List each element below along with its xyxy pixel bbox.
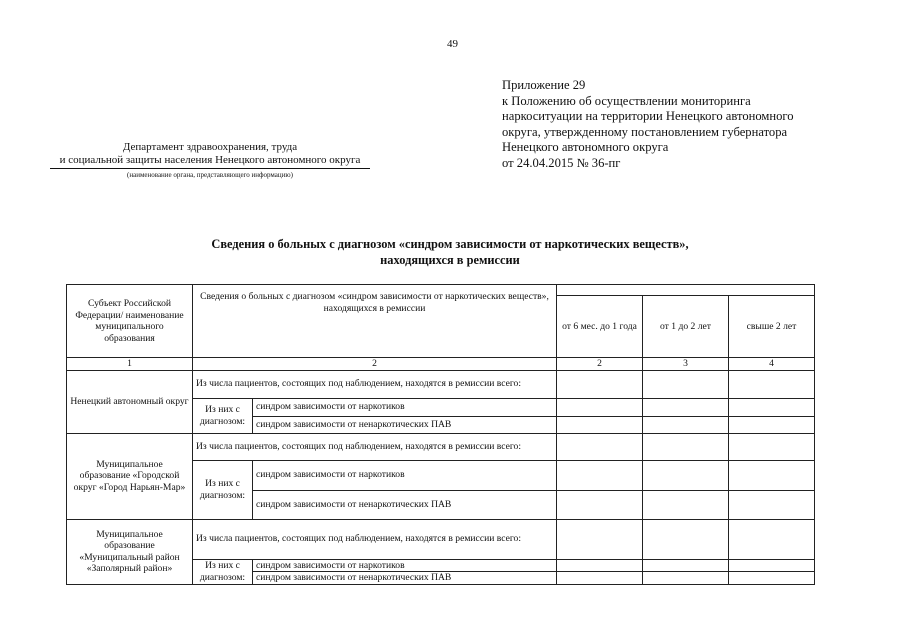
department-name-line1: Департамент здравоохранения, труда xyxy=(122,141,298,153)
table-row xyxy=(67,519,815,559)
total-label: Из числа пациентов, состоящих под наблюдением, находятся в ремиссии всего: xyxy=(193,519,557,559)
column-number: 3 xyxy=(643,358,729,371)
diagnosis-non-narcotic: синдром зависимости от ненаркотических ПАВ xyxy=(253,572,557,585)
group-name: Муниципальное образование «Городской округ «Город Нарьян-Мар» xyxy=(67,433,193,519)
column-numbers-row xyxy=(67,358,815,371)
value-cell xyxy=(729,370,815,398)
of-them-label: Из них с диагнозом: xyxy=(193,559,253,584)
annex-line: Ненецкого автономного округа xyxy=(502,140,669,155)
value-cell xyxy=(557,519,643,559)
value-cell xyxy=(557,572,643,585)
of-them-label: Из них с диагнозом: xyxy=(193,460,253,519)
remission-table xyxy=(66,284,815,585)
diagnosis-narcotics: синдром зависимости от наркотиков xyxy=(253,559,557,572)
value-cell xyxy=(643,519,729,559)
department-caption: (наименование органа, представляющего информацию) xyxy=(127,171,293,179)
value-cell xyxy=(557,559,643,572)
value-cell xyxy=(643,559,729,572)
group-name: Муниципальное образование «Муниципальный район «Заполярный район» xyxy=(67,519,193,584)
total-label: Из числа пациентов, состоящих под наблюдением, находятся в ремиссии всего: xyxy=(193,370,557,398)
value-cell xyxy=(643,398,729,416)
diagnosis-non-narcotic: синдром зависимости от ненаркотических ПАВ xyxy=(253,416,557,433)
value-cell xyxy=(557,370,643,398)
value-cell xyxy=(729,572,815,585)
value-cell xyxy=(643,490,729,519)
value-cell xyxy=(729,416,815,433)
header-row xyxy=(67,285,815,296)
page-number: 49 xyxy=(447,38,458,50)
value-cell xyxy=(729,460,815,490)
column-number: 1 xyxy=(67,358,193,371)
value-cell xyxy=(557,416,643,433)
total-label: Из числа пациентов, состоящих под наблюдением, находятся в ремиссии всего: xyxy=(193,433,557,460)
column-number: 2 xyxy=(193,358,557,371)
column-number: 2 xyxy=(557,358,643,371)
diagnosis-narcotics: синдром зависимости от наркотиков xyxy=(253,460,557,490)
table-row xyxy=(67,370,815,398)
report-title xyxy=(100,236,800,268)
group-name: Ненецкий автономный округ xyxy=(67,370,193,433)
header-periods-blank xyxy=(557,285,815,296)
header-6m-1y: от 6 мес. до 1 года xyxy=(557,296,643,358)
of-them-label: Из них с диагнозом: xyxy=(193,398,253,433)
value-cell xyxy=(643,370,729,398)
diagnosis-narcotics: синдром зависимости от наркотиков xyxy=(253,398,557,416)
department-block xyxy=(50,141,370,180)
header-over-2y: свыше 2 лет xyxy=(729,296,815,358)
report-title-line1: Сведения о больных с диагнозом «синдром зависимости от наркотических веществ», xyxy=(211,237,689,251)
annex-line: к Положению об осуществлении мониторинга xyxy=(502,93,751,108)
value-cell xyxy=(643,433,729,460)
annex-block xyxy=(502,78,862,172)
annex-line: Приложение 29 xyxy=(502,78,586,92)
column-number: 4 xyxy=(729,358,815,371)
value-cell xyxy=(557,490,643,519)
value-cell xyxy=(557,398,643,416)
annex-line: округа, утвержденному постановлением губернатора xyxy=(502,124,788,139)
annex-line: от 24.04.2015 № 36-пг xyxy=(502,155,621,170)
value-cell xyxy=(729,490,815,519)
report-title-line2: находящихся в ремиссии xyxy=(380,253,520,267)
value-cell xyxy=(643,572,729,585)
table-row xyxy=(67,433,815,460)
diagnosis-non-narcotic: синдром зависимости от ненаркотических ПАВ xyxy=(253,490,557,519)
value-cell xyxy=(729,559,815,572)
header-subject: Субъект Российской Федерации/ наименование муниципального образования xyxy=(67,285,193,358)
value-cell xyxy=(729,519,815,559)
value-cell xyxy=(729,433,815,460)
value-cell xyxy=(729,398,815,416)
value-cell xyxy=(557,460,643,490)
value-cell xyxy=(643,460,729,490)
department-name-line2: и социальной защиты населения Ненецкого автономного округа xyxy=(50,154,370,169)
value-cell xyxy=(643,416,729,433)
value-cell xyxy=(557,433,643,460)
header-1y-2y: от 1 до 2 лет xyxy=(643,296,729,358)
header-info: Сведения о больных с диагнозом «синдром зависимости от наркотических веществ», находящихся в ремиссии xyxy=(193,285,557,358)
annex-line: наркоситуации на территории Ненецкого автономного xyxy=(502,109,794,124)
